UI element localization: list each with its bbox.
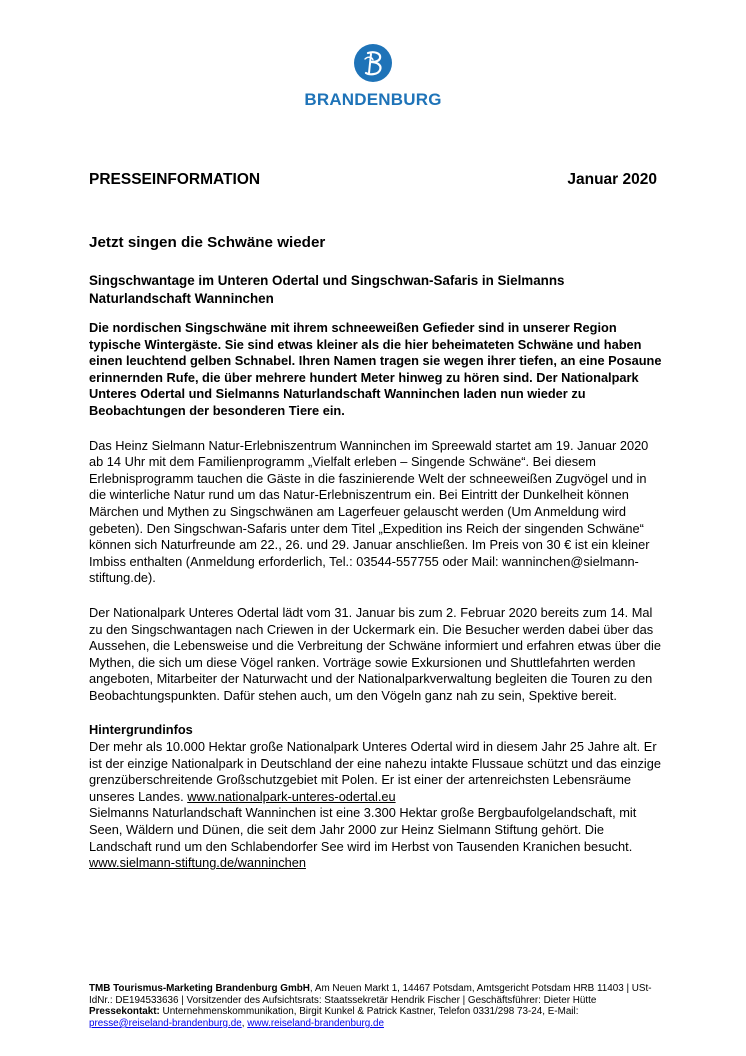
document-date: Januar 2020 bbox=[567, 171, 657, 188]
article-title: Jetzt singen die Schwäne wieder bbox=[89, 234, 326, 251]
footer-website-link[interactable]: www.reiseland-brandenburg.de bbox=[247, 1017, 384, 1029]
press-info-label: PRESSEINFORMATION bbox=[89, 171, 261, 188]
article-body bbox=[89, 233, 664, 872]
logo-wordmark: BRANDENBURG bbox=[304, 90, 442, 109]
background-text-odertal bbox=[89, 739, 664, 805]
page-footer bbox=[89, 983, 659, 1029]
brandenburg-logo bbox=[0, 44, 746, 110]
document-header bbox=[89, 171, 657, 191]
background-text-1: Der mehr als 10.000 Hektar große Nationalpark Unteres Odertal wird in diesem Jahr 25 Jahre alt. Er ist der einzige Nationalpark in Deutschland der eine nahezu intakte Flussaue schützt und das einzige grenzüberschreitende Großschutzgebiet mit Polen. Er ist einer der artenreichsten Lebensräume unseres Landes. bbox=[89, 739, 661, 804]
background-heading: Hintergrundinfos bbox=[89, 722, 193, 738]
sielmann-link[interactable]: www.sielmann-stiftung.de/wanninchen bbox=[89, 855, 306, 871]
footer-company: TMB Tourismus-Marketing Brandenburg GmbH bbox=[89, 983, 310, 994]
background-text-wanninchen bbox=[89, 805, 664, 871]
paragraph-wanninchen: Das Heinz Sielmann Natur-Erlebniszentrum Wanninchen im Spreewald startet am 19. Januar 2020 ab 14 Uhr mit dem Familienprogramm „Vielfalt erleben – Singende Schwäne“. Bei diesem Erlebnisprogramm tauchen die Gäste in die faszinierende Welt der schneeweißen Zugvögel und in die winterliche Natur rund um das Natur-Erlebniszentrum ein. Bei Eintritt der Dunkelheit können Märchen und Mythen zu Singschwänen am Lagerfeuer gelauscht werden (Um Anmeldung wird gebeten). Den Singschwan-Safaris unter dem Titel „Expedition ins Reich der singenden Schwäne“ können sich Naturfreunde am 22., 26. und 29. Januar anschließen. Im Preis von 30 € ist ein kleiner Imbiss enthalten (Anmeldung erforderlich, Tel.: 03544-557755 oder Mail: wanninchen@sielmann-stiftung.de). bbox=[89, 437, 650, 586]
footer-separator: , bbox=[241, 1017, 248, 1029]
footer-address: , Am Neuen Markt 1, 14467 Potsdam, Amtsgericht Potsdam HRB 11403 | USt-IdNr.: DE194533636 | Vorsitzender des Aufsichtsrats: Staatssekretär Hendrik Fischer | Geschäftsführer: Dieter Hütte bbox=[89, 983, 652, 1006]
footer-contact-label: Pressekontakt: bbox=[89, 1006, 160, 1018]
article-lead: Die nordischen Singschwäne mit ihrem schneeweißen Gefieder sind in unserer Region typische Wintergäste. Sie sind etwas kleiner als die hier beheimateten Schwäne und haben einen leuchtend gelben Schnabel. Ihren Namen tragen sie wegen ihrer tiefen, an eine Posaune erinnernden Rufe, die über mehrere hundert Meter hinweg zu hören sind. Der Nationalpark Unteres Odertal und Sielmanns Naturlandschaft Wanninchen laden nun wieder zu Beobachtungen der besonderen Tiere ein. bbox=[89, 320, 662, 418]
footer-email-link[interactable]: presse@reiseland-brandenburg.de bbox=[89, 1017, 242, 1029]
background-text-2: Sielmanns Naturlandschaft Wanninchen ist eine 3.300 Hektar große Bergbaufolgelandschaft, mit Seen, Wäldern und Dünen, die seit dem Jahr 2000 zur Heinz Sielmann Stiftung gehört. Die Landschaft rund um den Schlabendorfer See wird im Herbst von Tausenden Kranichen besucht. bbox=[89, 805, 637, 854]
paragraph-odertal: Der Nationalpark Unteres Odertal lädt vom 31. Januar bis zum 2. Februar 2020 bereits zum 14. Mal zu den Singschwantagen nach Criewen in der Uckermark ein. Die Besucher werden dabei über das Aussehen, die Lebensweise und die Verbreitung der Schwäne informiert und erfahren etwas über die Mythen, die sich um diese Vögel ranken. Vorträge sowie Exkursionen und Shuttlefahrten werden angeboten, Mitarbeiter der Naturwacht und der Nationalparkverwaltung begleiten die Touren zu den Beobachtungspunkten. Dafür stehen auch, um den Vögeln ganz nah zu sein, Spektive bereit. bbox=[89, 604, 661, 703]
nationalpark-link[interactable]: www.nationalpark-unteres-odertal.eu bbox=[187, 788, 396, 804]
article-subtitle: Singschwantage im Unteren Odertal und Singschwan-Safaris in Sielmanns Naturlandschaft Wanninchen bbox=[89, 273, 565, 306]
logo-emblem-icon bbox=[354, 44, 392, 82]
footer-contact-text: Unternehmenskommunikation, Birgit Kunkel & Patrick Kastner, Telefon 0331/298 73-24, E-Mail: bbox=[159, 1006, 579, 1018]
